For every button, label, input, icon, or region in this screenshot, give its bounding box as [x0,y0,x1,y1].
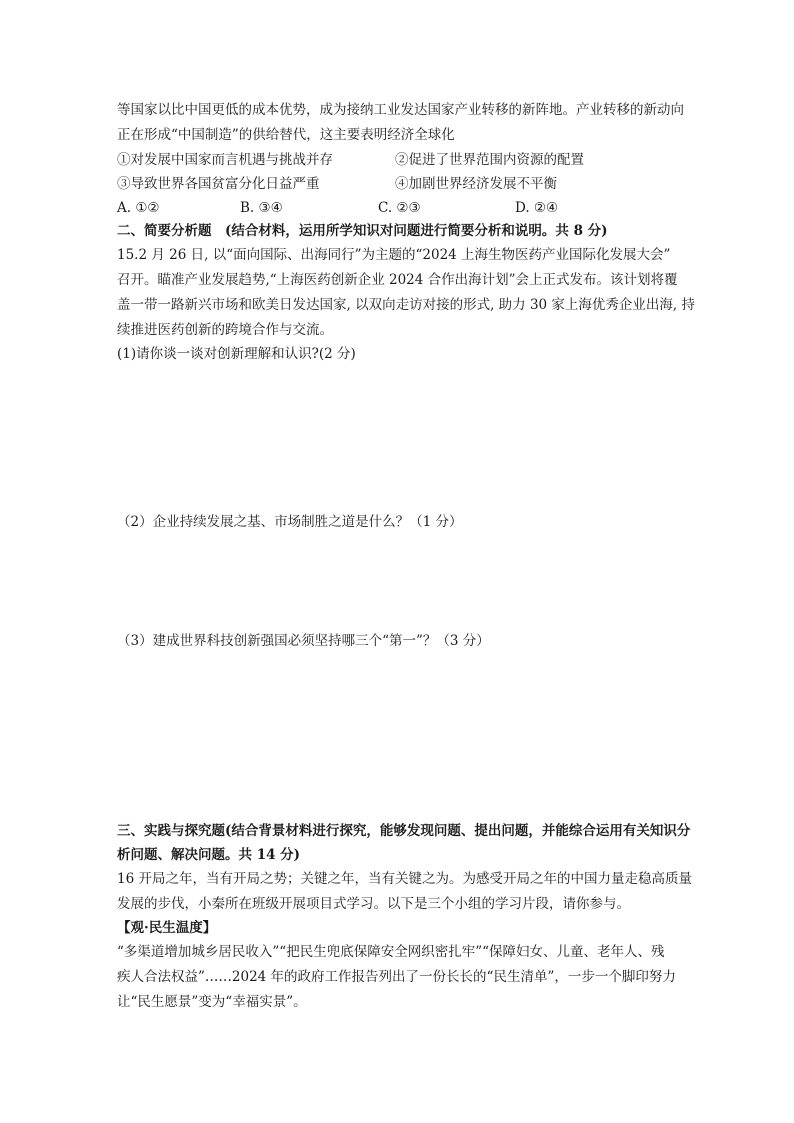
q14-choice-d: D. ②④ [515,200,559,216]
answer-space-2 [117,536,677,628]
section-3-heading-line-2: 析问题、解决问题。共 14 分) [117,847,301,863]
q16-material-line-2: 疾人合法权益”……2024 年的政府工作报告列出了一份长长的“民生清单”，一步一个脚印努力 [117,969,676,985]
q15-material-line-4: 续推进医药创新的跨境合作与交流。 [117,322,333,338]
q15-subquestion-2: （2）企业持续发展之基、市场制胜之道是什么？（1 分） [117,514,463,530]
q16-material-line-3: 让“民生愿景”变为“幸福实景”。 [117,994,307,1010]
answer-space-1 [117,370,677,510]
q15-subquestion-1: (1)请你谈一谈对创新理解和认识?(2 分) [117,346,356,362]
q14-statement-1: ①对发展中国家而言机遇与挑战并存 [117,152,333,168]
q14-statement-3: ③导致世界各国贫富分化日益严重 [117,176,320,192]
q15-material-line-3: 盖一带一路新兴市场和欧美日发达国家, 以双向走访对接的形式, 助力 30 家上海优秀企业出海, 持 [117,297,696,313]
q14-statement-2: ②促进了世界范围内资源的配置 [395,152,584,168]
answer-space-3 [117,656,677,816]
q16-subheading: 【观·民生温度】 [117,920,217,936]
q14-stem-line-2: 正在形成“中国制造”的供给替代，这主要表明经济全球化 [117,127,455,143]
q14-statement-4: ④加剧世界经济发展不平衡 [395,176,557,192]
q14-choice-a: A. ①② [117,200,160,216]
q15-material-line-1: 15.2 月 26 日, 以“面向国际、出海同行”为主题的“2024 上海生物医药产业国际化发展大会” [117,247,671,263]
q16-material-line-1: “多渠道增加城乡居民收入”“把民生兜底保障安全网织密扎牢”“保障妇女、儿童、老年人、残 [117,944,665,960]
section-3-heading-line-1: 三、实践与探究题(结合背景材料进行探究，能够发现问题、提出问题，并能综合运用有关知识分 [117,823,691,839]
q16-intro-line-1: 16 开局之年，当有开局之势；关键之年，当有关键之为。为感受开局之年的中国力量走稳高质量 [117,871,692,887]
q15-subquestion-3: （3）建成世界科技创新强国必须坚持哪三个“第一”？（3 分） [117,633,490,649]
section-2-heading: 二、简要分析题 (结合材料，运用所学知识对问题进行简要分析和说明。共 8 分) [117,223,608,239]
q14-choice-c: C. ②③ [378,200,421,216]
q14-choice-b: B. ③④ [240,200,283,216]
q16-intro-line-2: 发展的步伐，小秦所在班级开展项目式学习。以下是三个小组的学习片段，请你参与。 [117,896,630,912]
q14-stem-line-1: 等国家以比中国更低的成本优势，成为接纳工业发达国家产业转移的新阵地。产业转移的新动向 [117,102,684,118]
q15-material-line-2: 召开。瞄准产业发展趋势,“上海医药创新企业 2024 合作出海计划”会上正式发布。该计划将覆 [117,272,678,288]
